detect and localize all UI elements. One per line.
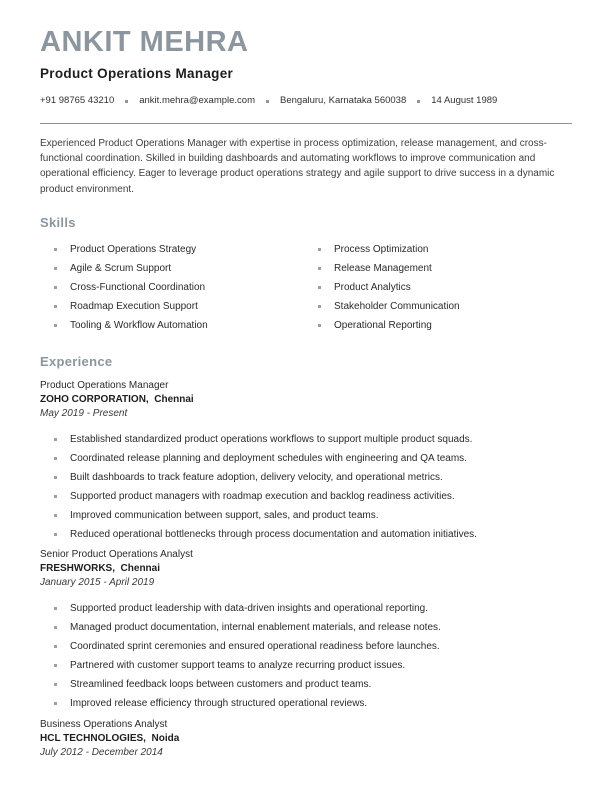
job-bullet: Built dashboards to track feature adoption, delivery velocity, and operational metrics. xyxy=(40,468,572,487)
candidate-title: Product Operations Manager xyxy=(40,66,234,81)
job-title: Product Operations Manager xyxy=(40,379,169,391)
job-entry xyxy=(40,548,572,713)
separator-dot-icon xyxy=(266,100,269,103)
job-dates: January 2015 - April 2019 xyxy=(40,576,155,588)
header-divider xyxy=(40,123,572,124)
skill-item: Agile & Scrum Support xyxy=(40,259,304,278)
job-title: Business Operations Analyst xyxy=(40,718,168,730)
job-dates: May 2019 - Present xyxy=(40,407,128,419)
job-entry xyxy=(40,718,572,760)
candidate-name: ANKIT MEHRA xyxy=(40,26,249,58)
job-bullet: Managed product documentation, internal enablement materials, and release notes. xyxy=(40,618,572,637)
job-bullet: Improved release efficiency through structured operational reviews. xyxy=(40,694,572,713)
skills-section xyxy=(40,214,572,335)
job-bullet-list xyxy=(40,599,572,713)
skill-item: Cross-Functional Coordination xyxy=(40,278,304,297)
separator-dot-icon xyxy=(125,100,128,103)
skill-item: Operational Reporting xyxy=(304,316,572,335)
resume-header xyxy=(40,26,572,124)
contact-location: Bengaluru, Karnataka 560038 xyxy=(280,95,407,106)
job-bullet: Established standardized product operations workflows to support multiple product squads. xyxy=(40,430,572,449)
job-bullet: Streamlined feedback loops between customers and product teams. xyxy=(40,675,572,694)
job-title: Senior Product Operations Analyst xyxy=(40,548,193,560)
skill-item: Stakeholder Communication xyxy=(304,297,572,316)
job-company: ZOHO CORPORATION, Chennai xyxy=(40,393,194,405)
contact-email: ankit.mehra@example.com xyxy=(139,95,256,106)
experience-section xyxy=(40,353,572,760)
contact-row xyxy=(40,95,572,107)
job-bullet: Supported product managers with roadmap execution and backlog readiness activities. xyxy=(40,487,572,506)
job-dates: July 2012 - December 2014 xyxy=(40,746,163,758)
separator-dot-icon xyxy=(417,100,420,103)
skill-item: Process Optimization xyxy=(304,240,572,259)
contact-birthdate: 14 August 1989 xyxy=(431,95,498,106)
skill-item: Product Operations Strategy xyxy=(40,240,304,259)
contact-phone: +91 98765 43210 xyxy=(40,95,115,106)
skill-item: Product Analytics xyxy=(304,278,572,297)
job-bullet-list xyxy=(40,430,572,544)
skills-heading: Skills xyxy=(40,214,76,230)
job-bullet: Supported product leadership with data-driven insights and operational reporting. xyxy=(40,599,572,618)
job-company: FRESHWORKS, Chennai xyxy=(40,562,161,574)
skill-item: Tooling & Workflow Automation xyxy=(40,316,304,335)
skill-item: Release Management xyxy=(304,259,572,278)
job-bullet: Improved communication between support, sales, and product teams. xyxy=(40,506,572,525)
skills-list xyxy=(40,240,572,335)
job-company: HCL TECHNOLOGIES, Noida xyxy=(40,732,180,744)
experience-heading: Experience xyxy=(40,353,113,369)
summary-paragraph: Experienced Product Operations Manager with expertise in process optimization, release management, and cross-functional coordination. Skilled in building dashboards and automating workflows to improve communication and operational efficiency. Eager to leverage product operations strategy and agile support to drive success in a dynamic product environment. xyxy=(40,138,555,195)
job-entry xyxy=(40,379,572,544)
skill-item: Roadmap Execution Support xyxy=(40,297,304,316)
job-bullet: Coordinated sprint ceremonies and ensured operational readiness before launches. xyxy=(40,637,572,656)
job-bullet: Partnered with customer support teams to analyze recurring product issues. xyxy=(40,656,572,675)
job-bullet: Reduced operational bottlenecks through process documentation and automation initiatives. xyxy=(40,525,572,544)
job-bullet: Coordinated release planning and deployment schedules with engineering and QA teams. xyxy=(40,449,572,468)
